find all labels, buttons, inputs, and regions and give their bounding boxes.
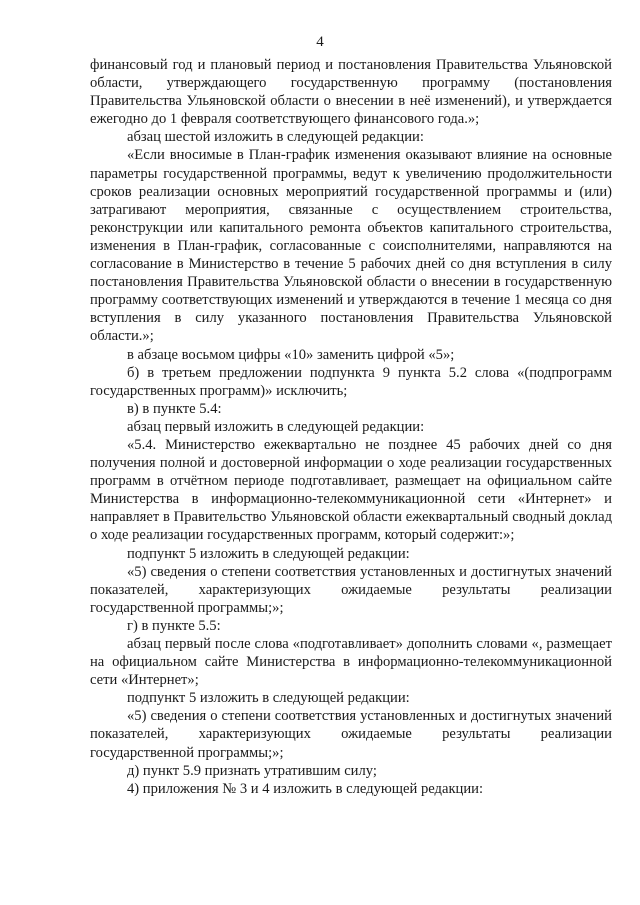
paragraph-instruction: абзац первый изложить в следующей редакции: — [127, 418, 425, 435]
paragraph-subitem: д) пункт 5.9 признать утратившим силу; — [127, 762, 377, 779]
paragraph-instruction: б) в третьем предложении подпункта 9 пункта 5.2 слова «(подпрограмм государственных программ)» исключить; — [90, 364, 612, 399]
paragraph-continuation: финансовый год и плановый период и постановления Правительства Ульяновской области, утверждающего государственную программу (постановления Правительства Ульяновской области о внесении в неё изменений), и утверждается ежегодно до 1 февраля соответствующего финансового года.»; — [90, 57, 612, 128]
paragraph-instruction: в абзаце восьмом цифры «10» заменить цифрой «5»; — [127, 346, 455, 363]
paragraph-subitem: г) в пункте 5.5: — [127, 617, 221, 634]
paragraph-subitem: в) в пункте 5.4: — [127, 400, 222, 417]
page-number: 4 — [316, 34, 324, 50]
paragraph-instruction: абзац первый после слова «подготавливает» дополнить словами «, размещает на официальном сайте Министерства в информационно-телекоммуникационной сети «Интернет»; — [90, 636, 612, 689]
paragraph-quoted-text: «5) сведения о степени соответствия установленных и достигнутых значений показателей, характеризующих ожидаемые результаты реализации государственной программы;»; — [90, 563, 612, 616]
paragraph-quoted-text: «5.4. Министерство ежеквартально не позднее 45 рабочих дней со дня получения полной и достоверной информации о ходе реализации государственных программ в отчётном периоде подготавливает, размещает на официальном сайте Министерства в информационно-телекоммуникационной сети «Интернет» и направляет в Правительство Ульяновской области ежеквартальный сводный доклад о ходе реализации государственных программ, который содержит:»; — [90, 436, 612, 544]
paragraph-quoted-text: «Если вносимые в План-график изменения оказывают влияние на основные параметры государственной программы, ведут к увеличению продолжительности сроков реализации основных мероприятий государственной программы и (или) затрагивают мероприятия, связанные с осуществлением строительства, реконструкции или капитального ремонта объектов капитального строительства, изменения в План-график, согласованные с соисполнителями, направляются на согласование в Министерство в течение 5 рабочих дней со дня вступления в силу постановления Правительства Ульяновской области о внесении в государственную программу соответствующих изменений и утверждаются в течение 1 месяца со дня вступления в силу указанного постановления Правительства Ульяновской области.»; — [90, 147, 612, 345]
paragraph-subitem: 4) приложения № 3 и 4 изложить в следующей редакции: — [127, 780, 484, 797]
paragraph-instruction: подпункт 5 изложить в следующей редакции: — [127, 690, 410, 707]
paragraph-instruction: абзац шестой изложить в следующей редакции: — [127, 129, 424, 146]
paragraph-quoted-text: «5) сведения о степени соответствия установленных и достигнутых значений показателей, характеризующих ожидаемые результаты реализации государственной программы;»; — [90, 708, 612, 761]
document-body — [90, 56, 612, 798]
paragraph-instruction: подпункт 5 изложить в следующей редакции: — [127, 545, 410, 562]
